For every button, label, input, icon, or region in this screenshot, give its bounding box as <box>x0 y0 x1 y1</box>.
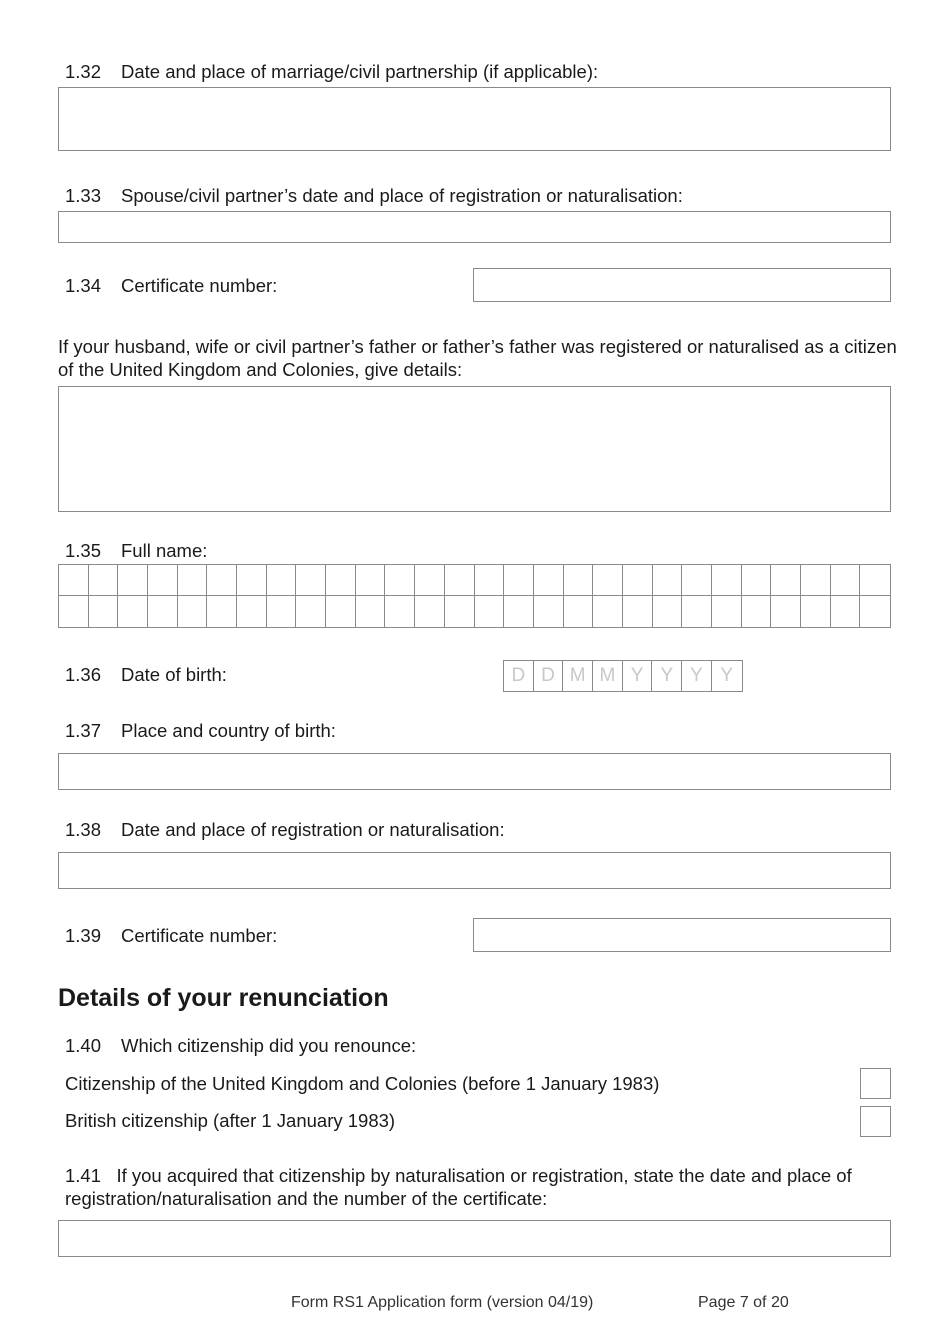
q141-text: If you acquired that citizenship by naturalisation or registration, state the date and place of registration/naturalisation and the number of the certificate: <box>65 1165 852 1209</box>
q139-label <box>65 925 277 947</box>
full-name-char-box[interactable] <box>504 596 534 627</box>
section-heading: Details of your renunciation <box>58 984 389 1012</box>
q138-label <box>65 819 505 841</box>
full-name-char-box[interactable] <box>860 596 890 627</box>
date-of-birth-field[interactable] <box>503 660 743 692</box>
full-name-char-box[interactable] <box>504 565 534 596</box>
full-name-char-box[interactable] <box>771 565 801 596</box>
option-cukc-checkbox[interactable] <box>860 1068 891 1099</box>
full-name-char-box[interactable] <box>118 565 148 596</box>
full-name-char-box[interactable] <box>475 565 505 596</box>
father-details-instruction: If your husband, wife or civil partner’s father or father’s father was registered or naturalised as a citizen of the United Kingdom and Colonies, give details: <box>58 336 897 380</box>
q134-text: Certificate number: <box>121 275 278 296</box>
full-name-grid[interactable] <box>58 564 891 628</box>
q135-text: Full name: <box>121 540 208 561</box>
q141-number: 1.41 <box>65 1165 102 1186</box>
q138-text: Date and place of registration or naturalisation: <box>121 819 505 840</box>
full-name-char-box[interactable] <box>475 596 505 627</box>
q134-label <box>65 275 277 297</box>
dob-year-2[interactable]: Y <box>652 661 682 691</box>
q140-label <box>65 1035 416 1057</box>
registration-date-place-field[interactable] <box>58 852 891 889</box>
option-british-label: British citizenship (after 1 January 1983) <box>65 1110 396 1131</box>
q132-number: 1.32 <box>65 61 102 82</box>
q133-number: 1.33 <box>65 185 102 206</box>
full-name-char-box[interactable] <box>831 565 861 596</box>
full-name-char-box[interactable] <box>445 596 475 627</box>
full-name-char-box[interactable] <box>296 565 326 596</box>
spouse-registration-field[interactable] <box>58 211 891 243</box>
q136-text: Date of birth: <box>121 664 227 685</box>
full-name-char-box[interactable] <box>623 565 653 596</box>
certificate-number-field[interactable] <box>473 918 891 952</box>
q136-number: 1.36 <box>65 664 102 685</box>
acquired-citizenship-details-field[interactable] <box>58 1220 891 1257</box>
full-name-char-box[interactable] <box>593 565 623 596</box>
full-name-char-box[interactable] <box>771 596 801 627</box>
option-british-checkbox[interactable] <box>860 1106 891 1137</box>
dob-year-1[interactable]: Y <box>623 661 653 691</box>
full-name-char-box[interactable] <box>653 565 683 596</box>
dob-day-1[interactable]: D <box>504 661 534 691</box>
q139-text: Certificate number: <box>121 925 278 946</box>
marriage-date-place-field[interactable] <box>58 87 891 151</box>
q137-label <box>65 720 336 742</box>
full-name-char-box[interactable] <box>89 565 119 596</box>
dob-year-3[interactable]: Y <box>682 661 712 691</box>
full-name-char-box[interactable] <box>860 565 890 596</box>
q140-number: 1.40 <box>65 1035 102 1056</box>
full-name-char-box[interactable] <box>326 596 356 627</box>
full-name-char-box[interactable] <box>267 565 297 596</box>
q141-label <box>65 1164 895 1210</box>
option-cukc-label: Citizenship of the United Kingdom and Colonies (before 1 January 1983) <box>65 1073 660 1094</box>
dob-month-2[interactable]: M <box>593 661 623 691</box>
full-name-char-box[interactable] <box>267 596 297 627</box>
father-details-field[interactable] <box>58 386 891 512</box>
full-name-char-box[interactable] <box>682 565 712 596</box>
q132-label <box>65 61 598 83</box>
full-name-char-box[interactable] <box>89 596 119 627</box>
full-name-char-box[interactable] <box>178 565 208 596</box>
full-name-char-box[interactable] <box>534 596 564 627</box>
dob-month-1[interactable]: M <box>563 661 593 691</box>
full-name-char-box[interactable] <box>712 596 742 627</box>
q133-text: Spouse/civil partner’s date and place of registration or naturalisation: <box>121 185 683 206</box>
full-name-char-box[interactable] <box>564 565 594 596</box>
full-name-char-box[interactable] <box>59 565 89 596</box>
full-name-char-box[interactable] <box>118 596 148 627</box>
full-name-char-box[interactable] <box>237 565 267 596</box>
full-name-char-box[interactable] <box>742 565 772 596</box>
q133-label <box>65 185 683 207</box>
full-name-char-box[interactable] <box>445 565 475 596</box>
full-name-char-box[interactable] <box>385 596 415 627</box>
q132-text: Date and place of marriage/civil partnership (if applicable): <box>121 61 599 82</box>
full-name-char-box[interactable] <box>178 596 208 627</box>
full-name-char-box[interactable] <box>801 565 831 596</box>
full-name-char-box[interactable] <box>59 596 89 627</box>
full-name-char-box[interactable] <box>415 596 445 627</box>
full-name-char-box[interactable] <box>742 596 772 627</box>
spouse-certificate-number-field[interactable] <box>473 268 891 302</box>
full-name-char-box[interactable] <box>356 565 386 596</box>
full-name-char-box[interactable] <box>356 596 386 627</box>
full-name-char-box[interactable] <box>653 596 683 627</box>
full-name-char-box[interactable] <box>534 565 564 596</box>
full-name-char-box[interactable] <box>296 596 326 627</box>
full-name-char-box[interactable] <box>148 565 178 596</box>
full-name-char-box[interactable] <box>207 596 237 627</box>
q137-text: Place and country of birth: <box>121 720 336 741</box>
full-name-char-box[interactable] <box>564 596 594 627</box>
full-name-char-box[interactable] <box>682 596 712 627</box>
footer-form-name: Form RS1 Application form (version 04/19) <box>291 1294 594 1311</box>
full-name-char-box[interactable] <box>207 565 237 596</box>
place-country-of-birth-field[interactable] <box>58 753 891 790</box>
dob-year-4[interactable]: Y <box>720 665 733 686</box>
q140-text: Which citizenship did you renounce: <box>121 1035 417 1056</box>
q135-label <box>65 540 207 562</box>
full-name-char-box[interactable] <box>623 596 653 627</box>
full-name-char-box[interactable] <box>385 565 415 596</box>
footer-page-number: Page 7 of 20 <box>698 1294 789 1311</box>
full-name-char-box[interactable] <box>593 596 623 627</box>
full-name-char-box[interactable] <box>415 565 445 596</box>
full-name-char-box[interactable] <box>237 596 267 627</box>
full-name-char-box[interactable] <box>712 565 742 596</box>
q134-number: 1.34 <box>65 275 102 296</box>
full-name-char-box[interactable] <box>831 596 861 627</box>
q138-number: 1.38 <box>65 819 102 840</box>
dob-day-2[interactable]: D <box>534 661 564 691</box>
q137-number: 1.37 <box>65 720 102 741</box>
q135-number: 1.35 <box>65 540 102 561</box>
q136-label <box>65 664 227 686</box>
full-name-char-box[interactable] <box>148 596 178 627</box>
full-name-char-box[interactable] <box>326 565 356 596</box>
full-name-char-box[interactable] <box>801 596 831 627</box>
q139-number: 1.39 <box>65 925 102 946</box>
